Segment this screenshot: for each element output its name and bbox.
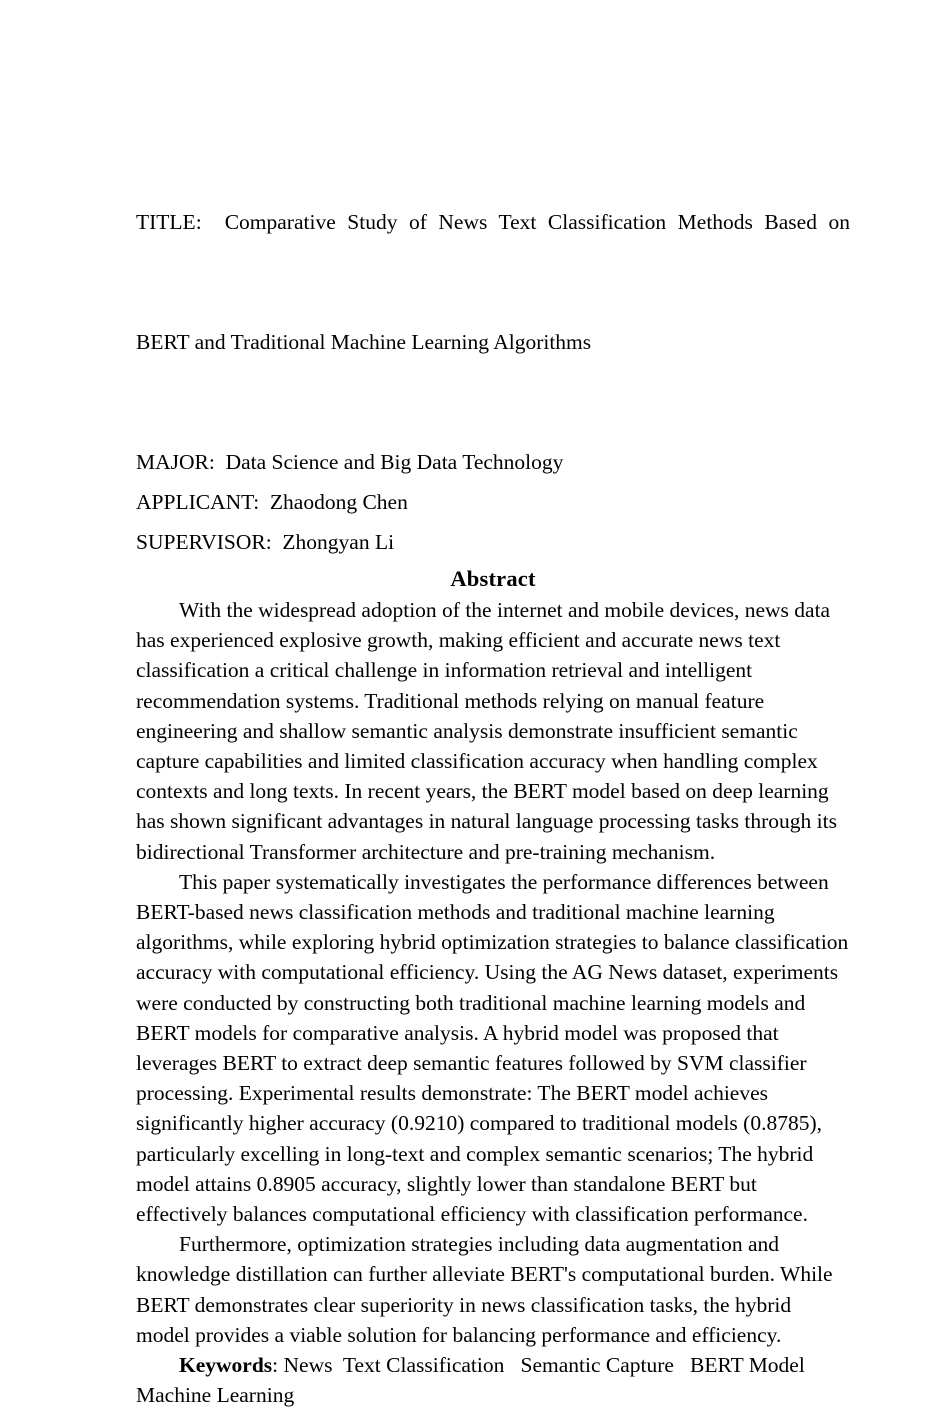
abstract-heading: Abstract (450, 566, 536, 591)
keywords-line (136, 1350, 850, 1410)
page-content (136, 122, 850, 1410)
keywords-separator: : (272, 1353, 284, 1378)
abstract-paragraph-1: With the widespread adoption of the internet and mobile devices, news data has experienced explosive growth, making efficient and accurate news text classification a critical challenge in information retrieval and intelligent recommendation systems. Traditional methods relying on manual feature engineering and shallow semantic analysis demonstrate insufficient semantic capture capabilities and limited classification accuracy when handling complex contexts and long texts. In recent years, the BERT model based on deep learning has shown significant advantages in natural language processing tasks through its bidirectional Transformer architecture and pre-training mechanism. (136, 598, 837, 864)
abstract-paragraph-2: This paper systematically investigates the performance differences between BERT-based news classification methods and traditional machine learning algorithms, while exploring hybrid optimization strategies to balance classification accuracy with computational efficiency. Using the AG News dataset, experiments were conducted by constructing both traditional machine learning models and BERT models for comparative analysis. A hybrid model was proposed that leverages BERT to extract deep semantic features followed by SVM classifier processing. Experimental results demonstrate: The BERT model achieves significantly higher accuracy (0.9210) compared to traditional models (0.8785), particularly excelling in long-text and complex semantic scenarios; The hybrid model attains 0.8905 accuracy, slightly lower than standalone BERT but effectively balances computational efficiency with classification performance. (136, 869, 849, 1227)
keywords-terms: News Text Classification Semantic Capture BERT Model Machine Learning (136, 1353, 811, 1408)
frontmatter-title-line-1: TITLE: Comparative Study of News Text Classification Methods Based on (136, 210, 850, 234)
frontmatter-major: MAJOR: Data Science and Big Data Technology (136, 450, 564, 474)
keywords-label: Keywords (179, 1353, 273, 1378)
abstract-body (136, 595, 850, 1410)
frontmatter-block (136, 122, 850, 562)
frontmatter-supervisor: SUPERVISOR: Zhongyan Li (136, 530, 395, 554)
abstract-paragraph-3: Furthermore, optimization strategies including data augmentation and knowledge distillation can further alleviate BERT's computational burden. While BERT demonstrates clear superiority in news classification tasks, the hybrid model provides a viable solution for balancing performance and efficiency. (136, 1232, 833, 1347)
frontmatter-applicant: APPLICANT: Zhaodong Chen (136, 490, 408, 514)
frontmatter-title (136, 122, 850, 442)
frontmatter-title-line-2: BERT and Traditional Machine Learning Algorithms (136, 330, 592, 354)
